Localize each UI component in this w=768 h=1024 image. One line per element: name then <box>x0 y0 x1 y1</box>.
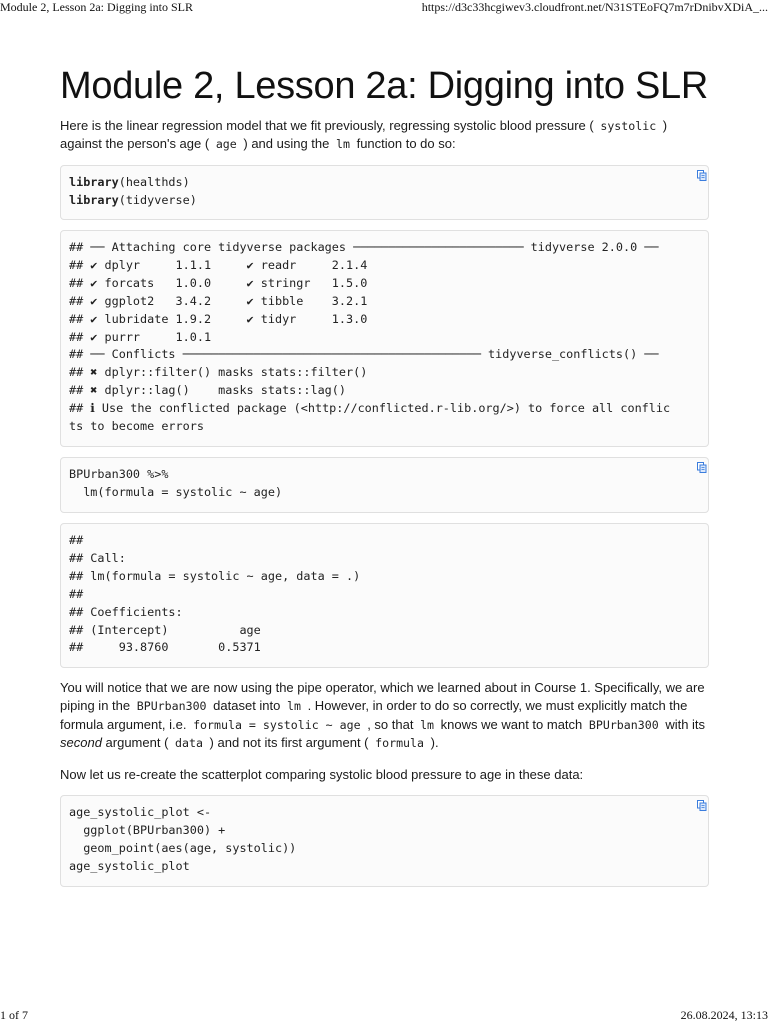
print-header <box>0 0 768 16</box>
output-block-tidyverse <box>60 230 709 447</box>
para2-text-4: , so that <box>363 716 418 732</box>
para2-text-7: argument ( <box>101 734 173 750</box>
intro-paragraph <box>60 117 709 154</box>
intro-text-1: Here is the linear regression model that we fit previously, regressing systolic blood pressure ( <box>60 118 598 133</box>
para2-text-1: You will notice that we are now using the pipe operator, which we learned about in Course 1. Specifically, we are piping in the <box>60 680 705 714</box>
print-footer-page: 1 of 7 <box>0 1008 28 1022</box>
code-block-scatterplot-text: age_systolic_plot <- ggplot(BPUrban300) + geom_point(aes(age, systolic)) age_systolic_plot <box>69 805 297 873</box>
inline-code-age: age <box>215 137 237 152</box>
code-text: (tidyverse) <box>118 192 197 207</box>
print-header-url: https://d3c33hcgiwev3.cloudfront.net/N31STEoFQ7m7rDnibvXDiA_... <box>421 0 768 14</box>
print-footer <box>0 1008 768 1024</box>
para2-text-3: . However, in order to do so correctly, we must explicitly match the formula argument, i.e. <box>60 698 688 732</box>
code-keyword: library <box>69 175 119 189</box>
copy-code-icon[interactable] <box>697 168 707 179</box>
pipe-explanation-paragraph <box>60 679 709 752</box>
para2-text-8: ) and not its first argument ( <box>205 734 373 750</box>
code-block-libraries-text <box>61 166 708 210</box>
inline-code-lm: lm <box>287 699 301 714</box>
print-footer-timestamp: 26.08.2024, 13:13 <box>680 1008 768 1022</box>
output-block-lm-text: ## ## Call: ## lm(formula = systolic ~ age, data = .) ## ## Coefficients: ## (Intercept) age ## 93.8760 0.5371 <box>69 533 361 655</box>
intro-text-2: ) against the person's age ( <box>60 118 668 152</box>
inline-code-data: data <box>175 735 203 750</box>
output-block-tidyverse-text: ## ── Attaching core tidyverse packages ──────────────────────── tidyverse 2.0.0 ── ## ✔ dplyr 1.1.1 ✔ readr 2.1.4 ## ✔ forcats 1.0.0 ✔ stringr 1.5.0 ## ✔ ggplot2 3.4.2 ✔ tibble 3.2.1 ## ✔ lubridate 1.9.2 ✔ tidyr 1.3.0 ## ✔ purrr 1.0.1 ## ── Conflicts ────────────────────────────────────────── tidyverse_conflicts() ── ## ✖ dplyr::filter() masks stats::filter() ## ✖ dplyr::lag() masks stats::lag() ## ℹ Use the conflicted package (<http://conflicted.r-lib.org/>) to force all conflic ts to become errors <box>69 240 671 434</box>
para2-text-2: dataset into <box>209 698 284 714</box>
code-text: (healthds) <box>118 175 190 189</box>
intro-text-4: function to do so: <box>352 136 456 152</box>
para2-text-6: with its <box>661 716 706 732</box>
code-block-lm-text: BPUrban300 %>% lm(formula = systolic ~ age) <box>69 467 283 499</box>
inline-code-formula: formula = systolic ~ age <box>193 717 361 732</box>
code-block-scatterplot <box>60 795 709 887</box>
inline-code-bpurban300: BPUrban300 <box>588 717 659 732</box>
inline-code-systolic: systolic <box>600 119 657 133</box>
code-block-libraries <box>60 165 709 220</box>
code-block-lm <box>60 457 709 513</box>
intro-text-3: ) and using the <box>239 136 333 152</box>
code-keyword: library <box>69 192 119 207</box>
inline-code-lm: lm <box>336 137 350 152</box>
inline-code-formula-arg: formula <box>375 735 424 750</box>
inline-code-bpurban300: BPUrban300 <box>136 699 207 714</box>
para2-text-5: knows we want to match <box>437 716 586 732</box>
emphasis-second: second <box>60 734 102 750</box>
copy-code-icon[interactable] <box>697 460 707 471</box>
inline-code-lm: lm <box>420 717 435 732</box>
para2-text-9: ). <box>427 734 439 750</box>
print-header-title: Module 2, Lesson 2a: Digging into SLR <box>0 0 193 14</box>
output-block-lm <box>60 523 709 668</box>
page-title: Module 2, Lesson 2a: Digging into SLR <box>60 65 708 107</box>
copy-code-icon[interactable] <box>697 798 707 809</box>
scatterplot-intro-paragraph: Now let us re-create the scatterplot comparing systolic blood pressure to age in these data: <box>60 767 584 782</box>
